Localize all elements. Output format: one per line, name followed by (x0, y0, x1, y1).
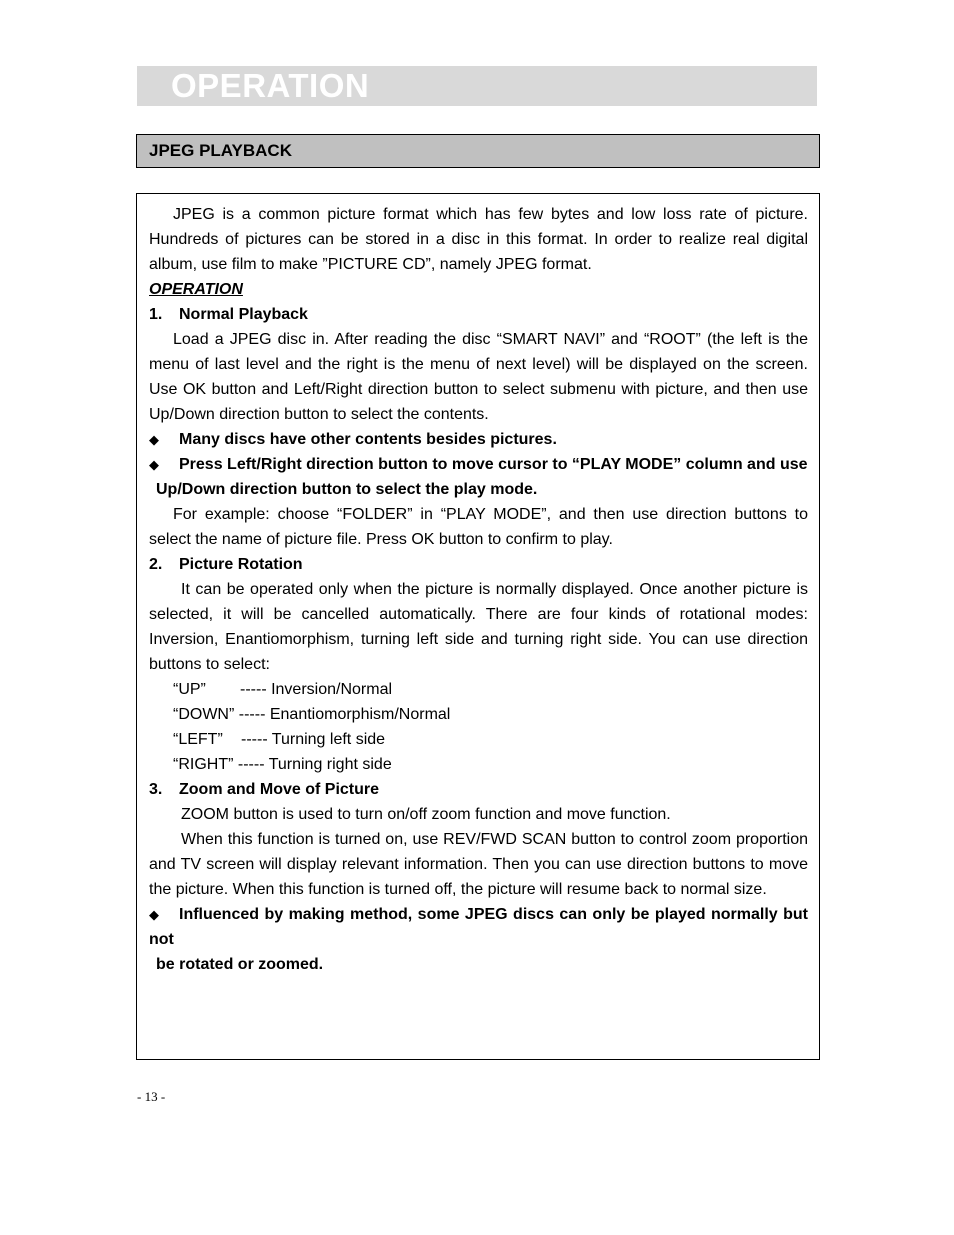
intro-paragraph: JPEG is a common picture format which has few bytes and low loss rate of picture. Hundreds of pictures can be stored in a disc in this format. In order to realize real digital album, use film to make ”PICTURE CD”, namely JPEG format. (149, 206, 808, 273)
section2-heading (149, 552, 808, 577)
rotation-value: ----- Turning right side (237, 756, 392, 773)
rotation-value: ----- Turning left side (241, 731, 386, 748)
note-bullet-2-continuation: Up/Down direction button to select the play mode. (156, 481, 538, 498)
rotation-value: ----- Inversion/Normal (240, 681, 393, 698)
operation-banner (137, 66, 817, 106)
section1-title: Normal Playback (179, 306, 308, 323)
section3-paragraph-2: When this function is turned on, use REV/FWD SCAN button to control zoom proportion and TV screen will display relevant information. Then you can use direction buttons to move the picture. When this function is turned off, the picture will resume back to normal size. (149, 831, 808, 898)
section-title: JPEG PLAYBACK (149, 141, 292, 160)
section3-heading (149, 777, 808, 802)
rotation-key: “LEFT” (173, 731, 223, 748)
section1-paragraph: Load a JPEG disc in. After reading the disc “SMART NAVI” and “ROOT” (the left is the menu of last level and the right is the menu of next level) will be displayed on the screen. Use OK button and Left/Right direction button to select submenu with picture, and then use Up/Down direction button to select the contents. (149, 331, 808, 423)
section-header (136, 134, 820, 168)
note-bullet-2-line1: Press Left/Right direction button to move cursor to “PLAY MODE” column and use (179, 456, 808, 473)
page-number: - 13 - (137, 1089, 166, 1104)
section1-heading (149, 302, 808, 327)
rotation-key: “RIGHT” (173, 756, 234, 773)
rotation-row-up (149, 677, 808, 702)
note-bullet-1-text: Many discs have other contents besides pictures. (179, 431, 557, 448)
section2-number: 2. (149, 556, 163, 573)
rotation-key: “DOWN” (173, 706, 235, 723)
rotation-key: “UP” (173, 681, 206, 698)
section3-paragraph-1: ZOOM button is used to turn on/off zoom function and move function. (181, 806, 671, 823)
diamond-bullet-icon: ◆ (149, 457, 159, 472)
note-bullet-3-line1: Influenced by making method, some JPEG discs can only be played normally but not (149, 906, 808, 948)
banner-title: OPERATION (171, 67, 370, 104)
rotation-row-down (149, 702, 808, 727)
note-bullet-3-continuation: be rotated or zoomed. (156, 956, 324, 973)
rotation-row-right (149, 752, 808, 777)
rotation-row-left (149, 727, 808, 752)
note-bullet-3 (149, 902, 808, 952)
diamond-bullet-icon: ◆ (149, 907, 159, 922)
content-body (149, 202, 808, 977)
note-bullet-2 (149, 452, 808, 477)
note-bullet-1 (149, 427, 808, 452)
rotation-value: ----- Enantiomorphism/Normal (238, 706, 451, 723)
operation-heading: OPERATION (149, 281, 243, 298)
section1-number: 1. (149, 306, 163, 323)
content-box (136, 193, 820, 1060)
diamond-bullet-icon: ◆ (149, 432, 159, 447)
section1-example: For example: choose “FOLDER” in “PLAY MODE”, and then use direction buttons to select the name of picture file. Press OK button to confirm to play. (149, 506, 808, 548)
section2-title: Picture Rotation (179, 556, 303, 573)
section2-paragraph: It can be operated only when the picture is normally displayed. Once another picture is selected, it will be cancelled automatically. There are four kinds of rotational modes: Inversion, Enantiomorphism, turning left side and turning right side. You can use direction buttons to select: (149, 581, 808, 673)
section3-title: Zoom and Move of Picture (179, 781, 380, 798)
section3-number: 3. (149, 781, 163, 798)
